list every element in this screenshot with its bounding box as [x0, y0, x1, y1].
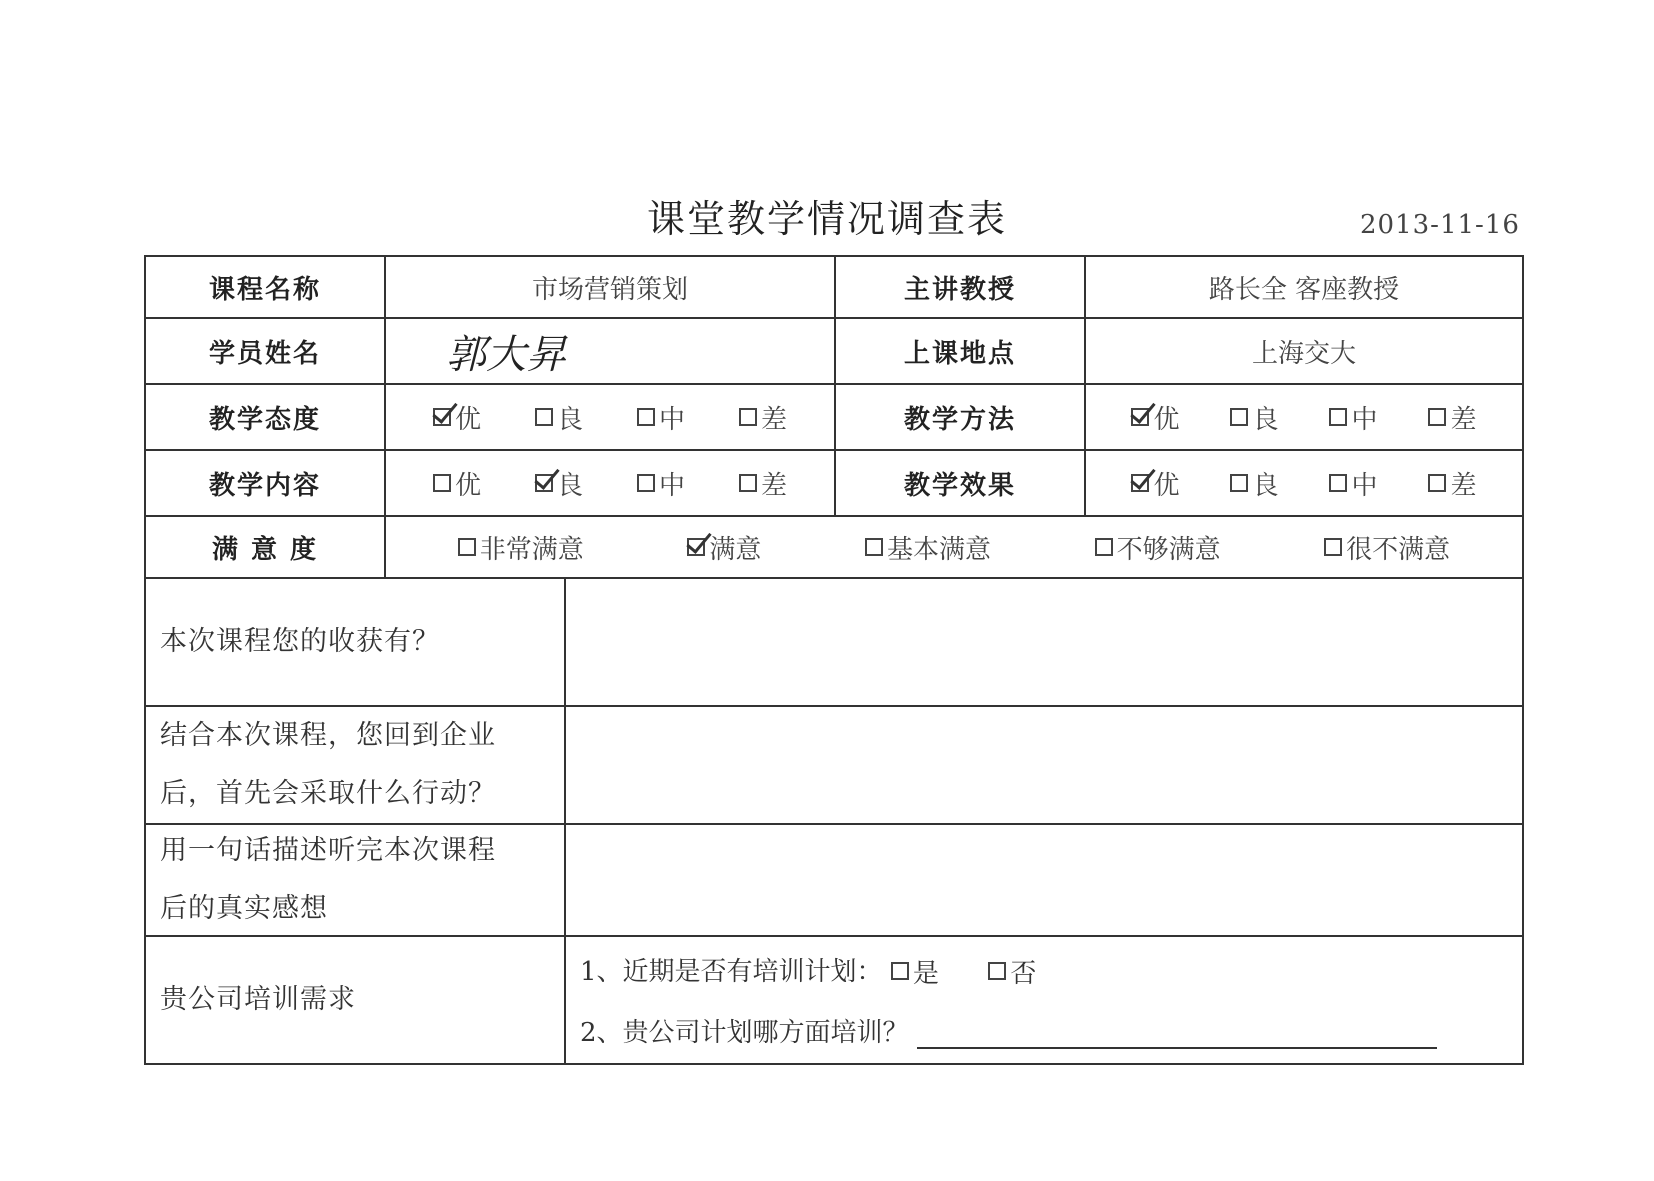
satisfaction-option-very-unsatisfied[interactable]: 很不满意	[1324, 529, 1450, 566]
row-gain	[146, 579, 1522, 707]
method-option-poor[interactable]: 差	[1428, 399, 1476, 436]
needs-q1-text: 1、近期是否有培训计划：	[580, 957, 883, 988]
attitude-option-good[interactable]: 良	[535, 399, 583, 436]
satisfaction-option-very-satisfied[interactable]: 非常满意	[458, 529, 584, 566]
location-label: 上课地点	[836, 319, 1086, 383]
satisfaction-label: 满 意 度	[146, 517, 386, 577]
checkbox[interactable]	[433, 408, 451, 426]
checkbox[interactable]	[637, 408, 655, 426]
handwritten-signature: 郭大昇	[446, 331, 566, 378]
needs-q1	[580, 951, 1036, 990]
checkbox[interactable]	[865, 538, 883, 556]
method-option-average[interactable]: 中	[1329, 399, 1377, 436]
feeling-question-line1: 用一句话描述听完本次课程	[160, 835, 496, 866]
row-action	[146, 707, 1522, 825]
checkbox[interactable]	[1324, 538, 1342, 556]
method-option-good[interactable]: 良	[1230, 399, 1278, 436]
location-value[interactable]: 上海交大	[1251, 338, 1356, 369]
row-satisfaction	[146, 517, 1522, 579]
checkbox[interactable]	[1428, 408, 1446, 426]
feeling-question-line2: 后的真实感想	[160, 893, 328, 924]
gain-question: 本次课程您的收获有？	[146, 579, 566, 705]
checkbox[interactable]	[687, 538, 705, 556]
content-option-average[interactable]: 中	[637, 465, 685, 502]
attitude-option-excellent[interactable]: 优	[433, 399, 481, 436]
method-option-excellent[interactable]: 优	[1131, 399, 1179, 436]
content-label: 教学内容	[146, 451, 386, 515]
needs-answers	[566, 937, 1522, 1063]
attitude-label: 教学态度	[146, 385, 386, 449]
attitude-option-average[interactable]: 中	[637, 399, 685, 436]
checkbox[interactable]	[433, 474, 451, 492]
feeling-answer[interactable]	[566, 825, 1522, 935]
content-options	[386, 451, 836, 515]
survey-table	[144, 255, 1524, 1065]
content-option-good[interactable]: 良	[535, 465, 583, 502]
form-title: 课堂教学情况调查表	[646, 197, 1007, 241]
effect-option-average[interactable]: 中	[1329, 465, 1377, 502]
effect-option-good[interactable]: 良	[1230, 465, 1278, 502]
checkbox[interactable]	[1329, 474, 1347, 492]
needs-q2-answer-line[interactable]	[917, 1025, 1437, 1049]
row-needs	[146, 937, 1522, 1063]
checkbox[interactable]	[637, 474, 655, 492]
action-answer[interactable]	[566, 707, 1522, 823]
effect-options	[1086, 451, 1522, 515]
checkbox[interactable]	[739, 474, 757, 492]
checkbox[interactable]	[739, 408, 757, 426]
content-option-poor[interactable]: 差	[739, 465, 787, 502]
professor-label: 主讲教授	[836, 257, 1086, 317]
action-question-line1: 结合本次课程，您回到企业	[160, 720, 496, 751]
action-question	[146, 707, 566, 823]
needs-question: 贵公司培训需求	[146, 937, 566, 1063]
effect-option-excellent[interactable]: 优	[1131, 465, 1179, 502]
checkbox[interactable]	[1131, 474, 1149, 492]
content-option-excellent[interactable]: 优	[433, 465, 481, 502]
attitude-options	[386, 385, 836, 449]
checkbox[interactable]	[458, 538, 476, 556]
row-student	[146, 319, 1522, 385]
course-name-label: 课程名称	[146, 257, 386, 317]
needs-q2	[580, 1012, 1437, 1049]
professor-value[interactable]: 路长全 客座教授	[1208, 274, 1400, 305]
satisfaction-option-not-satisfied[interactable]: 不够满意	[1095, 529, 1221, 566]
row-attitude	[146, 385, 1522, 451]
checkbox[interactable]	[535, 474, 553, 492]
method-options	[1086, 385, 1522, 449]
needs-q1-no[interactable]: 否	[988, 953, 1036, 990]
checkbox[interactable]	[1230, 474, 1248, 492]
satisfaction-option-basically-satisfied[interactable]: 基本满意	[865, 529, 991, 566]
row-feeling	[146, 825, 1522, 937]
satisfaction-options	[386, 517, 1522, 577]
form-date: 2013-11-16	[1360, 210, 1520, 240]
effect-option-poor[interactable]: 差	[1428, 465, 1476, 502]
checkbox[interactable]	[1329, 408, 1347, 426]
checkbox[interactable]	[1230, 408, 1248, 426]
checkbox[interactable]	[1428, 474, 1446, 492]
checkbox[interactable]	[1131, 408, 1149, 426]
course-name-value[interactable]: 市场营销策划	[386, 257, 836, 317]
method-label: 教学方法	[836, 385, 1086, 449]
checkbox[interactable]	[535, 408, 553, 426]
student-name-value[interactable]	[386, 319, 836, 383]
gain-answer[interactable]	[566, 579, 1522, 705]
row-course	[146, 257, 1522, 319]
feeling-question	[146, 825, 566, 935]
student-name-label: 学员姓名	[146, 319, 386, 383]
checkbox[interactable]	[988, 962, 1006, 980]
effect-label: 教学效果	[836, 451, 1086, 515]
attitude-option-poor[interactable]: 差	[739, 399, 787, 436]
checkbox[interactable]	[891, 962, 909, 980]
satisfaction-option-satisfied[interactable]: 满意	[687, 529, 761, 566]
row-content	[146, 451, 1522, 517]
needs-q1-yes[interactable]: 是	[891, 953, 939, 990]
action-question-line2: 后，首先会采取什么行动？	[160, 778, 496, 809]
checkbox[interactable]	[1095, 538, 1113, 556]
needs-q2-text: 2、贵公司计划哪方面培训？	[580, 1017, 909, 1048]
